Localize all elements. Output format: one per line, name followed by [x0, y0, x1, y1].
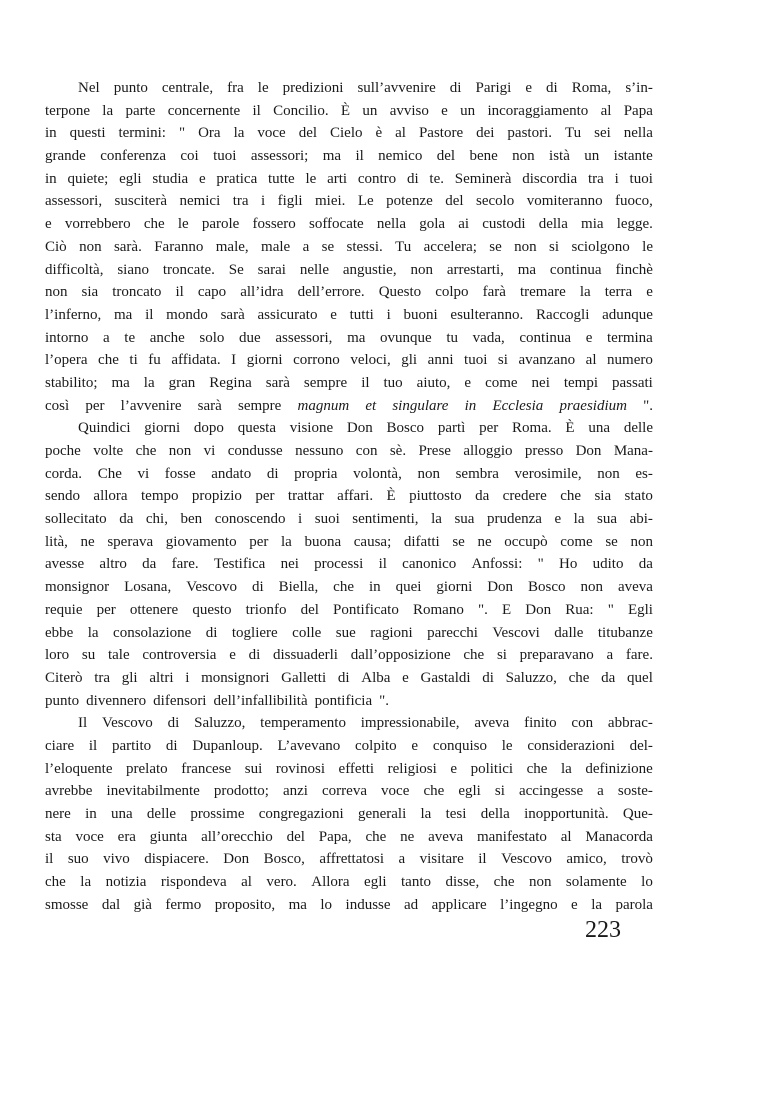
text-line: l’inferno, ma il mondo sarà assicurato e tutti i buoni esulteranno. Raccogli adunque: [45, 306, 653, 323]
text-line: sollecitato da chi, ben conoscendo i suoi sentimenti, la sua prudenza e la sua abi-: [45, 511, 653, 528]
text-line: Quindici giorni dopo questa visione Don Bosco partì per Roma. È una delle: [78, 420, 653, 437]
text-line: monsignor Losana, Vescovo di Biella, che in quei giorni Don Bosco non aveva: [45, 579, 653, 596]
text-line: l’eloquente prelato francese sui rovinosi effetti religiosi e politici che la definizione: [45, 760, 653, 777]
page-text: [45, 77, 653, 916]
text-line: ebbe la consolazione di togliere colle sue ragioni parecchi Vescovi dalle titubanze: [45, 624, 653, 641]
text-line: difficoltà, siano troncate. Se sarai nelle angustie, non arrestarti, ma continua finchè: [45, 261, 653, 278]
text-line: ciare il partito di Dupanloup. L’avevano colpito e conquiso le considerazioni del-: [45, 737, 653, 754]
text-line: Il Vescovo di Saluzzo, temperamento impressionabile, aveva finito con abbrac-: [78, 715, 653, 732]
text-line: poche volte che non vi condusse nessuno con sè. Prese alloggio presso Don Mana-: [45, 443, 653, 459]
text-line: requie per ottenere questo trionfo del Pontificato Romano ". E Don Rua: " Egli: [45, 601, 653, 618]
text-line: corda. Che vi fosse andato di propria volontà, non sembra verosimile, non es-: [45, 465, 653, 482]
text-line: smosse dal già fermo proposito, ma lo indusse ad applicare l’ingegno e la parola: [45, 896, 653, 913]
text-line: Ciò non sarà. Faranno male, male a se stessi. Tu accelera; se non si sciolgono le: [45, 238, 653, 255]
text-line: l’opera che ti fu affidata. I giorni corrono veloci, gli anni tuoi si avanzano al numero: [45, 352, 653, 369]
text-line: terpone la parte concernente il Concilio. È un avviso e un incoraggiamento al Papa: [45, 102, 653, 119]
text-line: e vorrebbero che le parole fossero soffocate nella gola ai custodi della mia legge.: [45, 216, 653, 233]
text-line: assessori, susciterà nemici tra i figli miei. Le potenze del secolo vomiteranno fuoco,: [45, 193, 653, 210]
text-line: sendo allora tempo propizio per trattar affari. È piuttosto da credere che sia stato: [45, 488, 653, 505]
paragraph: [45, 712, 653, 916]
text-line: Nel punto centrale, fra le predizioni sull’avvenire di Parigi e di Roma, s’in-: [78, 80, 653, 96]
text-line: in questi termini: " Ora la voce del Cielo è al Pastore dei pastori. Tu sei nella: [45, 125, 653, 142]
text-line: intorno a te anche solo due assessori, ma ovunque tu vada, continua e termina: [45, 329, 653, 346]
text-line: che la notizia rispondeva al vero. Allora egli tanto disse, che non solamente lo: [45, 874, 653, 891]
text-line: non sia troncato il capo all’idra dell’errore. Questo colpo farà tremare la terra e: [45, 284, 653, 301]
text-line: così per l’avvenire sarà sempre magnum et singulare in Ecclesia praesidium ".: [45, 397, 653, 414]
page-number: 223: [585, 917, 621, 943]
text-line: lità, ne sperava giovamento per la buona causa; difatti se ne occupò come se non: [45, 533, 653, 550]
paragraph: [45, 77, 653, 417]
text-line: loro su tale controversia e di dissuaderli dall’opposizione che si preparavano a fare.: [45, 647, 653, 664]
paragraph: [45, 417, 653, 712]
text-line: avrebbe inevitabilmente prodotto; anzi correva voce che egli si accingesse a soste-: [45, 783, 653, 800]
text-line: Citerò tra gli altri i monsignori Galletti di Alba e Gastaldi di Saluzzo, che da quel: [45, 669, 653, 686]
text-line: punto divennero difensori dell’infallibilità pontificia ".: [45, 692, 389, 709]
text-line: sta voce era giunta all’orecchio del Papa, che ne aveva manifestato al Manacorda: [45, 828, 653, 845]
text-line: nere in una delle prossime congregazioni generali la tesi della inopportunità. Que-: [45, 806, 653, 822]
text-line: in quiete; egli studia e pratica tutte le arti contro di te. Seminerà discordia tra i tuoi: [45, 170, 653, 187]
text-line: avesse altro da fare. Testifica nei processi il canonico Anfossi: " Ho udito da: [45, 556, 653, 573]
text-line: grande conferenza coi tuoi assessori; ma il nemico del bene non istà un istante: [45, 148, 653, 165]
text-line: stabilito; ma la gran Regina sarà sempre il tuo aiuto, e come nei tempi passati: [45, 374, 653, 391]
text-line: il suo vivo dispiacere. Don Bosco, affrettatosi a visitare il Vescovo amico, trovò: [45, 851, 653, 868]
